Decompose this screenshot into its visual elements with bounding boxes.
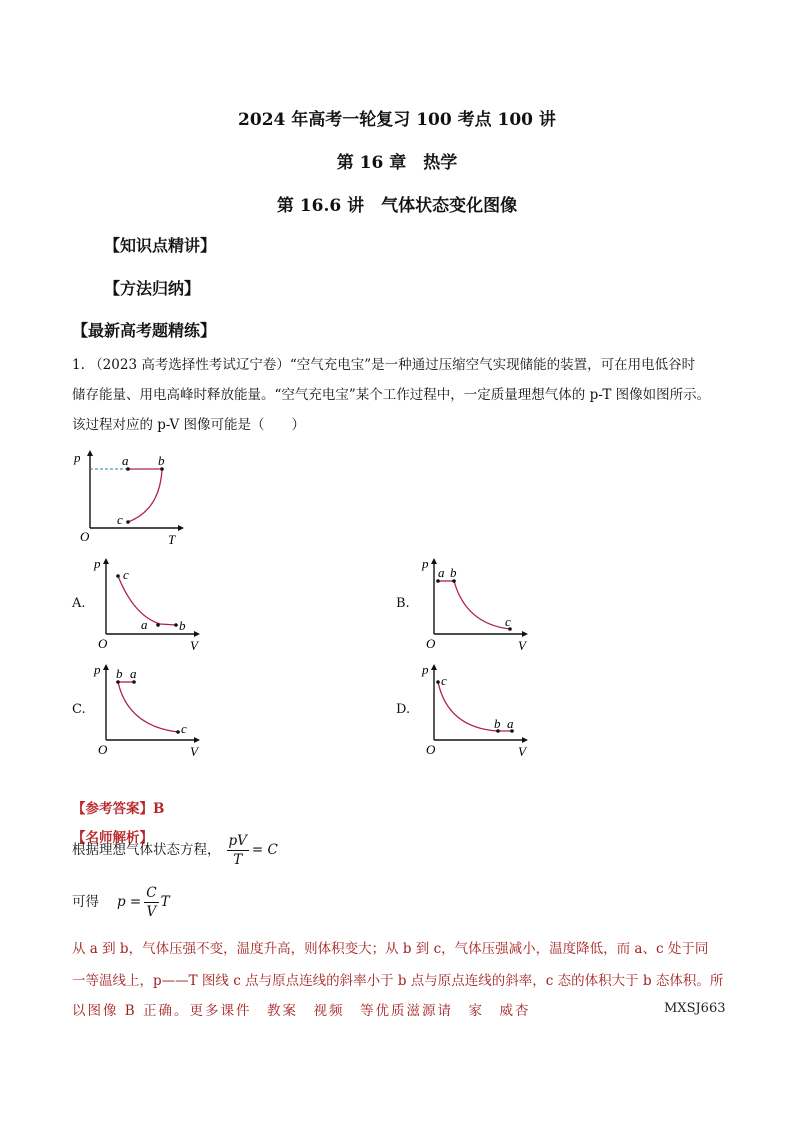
fraction-numerator: C: [146, 884, 157, 901]
option-b-graph[interactable]: [418, 554, 538, 654]
label-p: p: [94, 662, 101, 677]
section-exam: 【最新高考题精练】: [72, 321, 217, 340]
label-o: O: [98, 636, 108, 651]
label-a: a: [141, 617, 148, 632]
document-title: 2024 年高考一轮复习 100 考点 100 讲: [238, 110, 556, 130]
label-b: b: [158, 453, 165, 468]
label-a: a: [507, 716, 514, 731]
fraction-denominator: V: [146, 903, 157, 920]
equation-1-rhs: = C: [251, 842, 278, 858]
label-b: b: [116, 666, 123, 681]
option-c-label[interactable]: C.: [72, 702, 86, 717]
question-line-2: 储存能量、用电高峰时释放能量。“空气充电宝”某个工作过程中，一定质量理想气体的 p-T 图像如图所示。: [72, 387, 711, 403]
section-knowledge: 【知识点精讲】: [104, 236, 217, 255]
fraction-denominator: T: [233, 851, 243, 868]
fraction-c-v: [144, 884, 158, 921]
explanation-line-2: 一等温线上，p——T 图线 c 点与原点连线的斜率小于 b 点与原点连线的斜率，c 态的体积大于 b 态体积。所: [72, 973, 724, 989]
equation-1: [72, 828, 278, 872]
equation-2-lhs: p =: [117, 894, 142, 910]
label-o: O: [426, 636, 436, 651]
label-p: p: [74, 450, 81, 465]
label-o: O: [426, 742, 436, 757]
label-b: b: [179, 618, 186, 633]
label-p: p: [422, 662, 429, 677]
question-line-1: 1. （2023 高考选择性考试辽宁卷）“空气充电宝”是一种通过压缩空气实现储能的装置，可在用电低谷时: [72, 357, 696, 373]
label-c: c: [123, 567, 129, 582]
answer-label: 【参考答案】B: [72, 801, 165, 817]
option-a-label[interactable]: A.: [72, 596, 86, 611]
fraction-pv-t: [227, 832, 249, 869]
footer-code: MXSJ663: [664, 1001, 726, 1016]
question-line-3: 该过程对应的 p-V 图像可能是（ ）: [72, 417, 306, 433]
label-c: c: [117, 512, 123, 527]
option-d-label[interactable]: D.: [396, 702, 411, 717]
explanation-line-3: 以图像 B 正确。更多课件 教案 视频 等优质滋源请 家 威杏: [72, 1003, 531, 1019]
label-v: V: [518, 744, 526, 759]
label-a: a: [130, 666, 137, 681]
chapter-title: 第 16 章 热学: [336, 153, 458, 173]
label-c: c: [505, 614, 511, 629]
pt-graph: [70, 448, 200, 548]
label-o: O: [80, 529, 90, 544]
label-a: a: [438, 565, 445, 580]
option-c-graph[interactable]: [90, 660, 210, 760]
equation-2-rhs: T: [160, 894, 170, 910]
label-v: V: [190, 744, 198, 759]
section-method: 【方法归纳】: [104, 279, 201, 298]
fraction-numerator: pV: [228, 832, 247, 849]
label-v: V: [518, 638, 526, 653]
equation-2: [72, 880, 170, 924]
label-t: T: [168, 532, 176, 547]
explanation-line-1: 从 a 到 b，气体压强不变，温度升高，则体积变大；从 b 到 c，气体压强减小，温度降低，而 a、c 处于同: [72, 941, 709, 957]
lecture-title: 第 16.6 讲 气体状态变化图像: [276, 196, 518, 216]
label-p: p: [422, 556, 429, 571]
label-v: V: [190, 638, 198, 653]
option-a-graph[interactable]: [90, 554, 210, 654]
equation-2-intro: 可得: [72, 894, 99, 910]
label-c: c: [441, 673, 447, 688]
label-b: b: [450, 565, 457, 580]
label-p: p: [94, 556, 101, 571]
option-b-label[interactable]: B.: [396, 596, 410, 611]
equation-1-intro: 根据理想气体状态方程，: [72, 842, 221, 858]
curve-bc: [128, 469, 162, 522]
label-o: O: [98, 742, 108, 757]
label-b: b: [494, 716, 501, 731]
label-c: c: [181, 721, 187, 736]
analysis-label: 【名师解析】: [72, 830, 153, 846]
label-a: a: [122, 453, 129, 468]
option-d-graph[interactable]: [418, 660, 538, 760]
